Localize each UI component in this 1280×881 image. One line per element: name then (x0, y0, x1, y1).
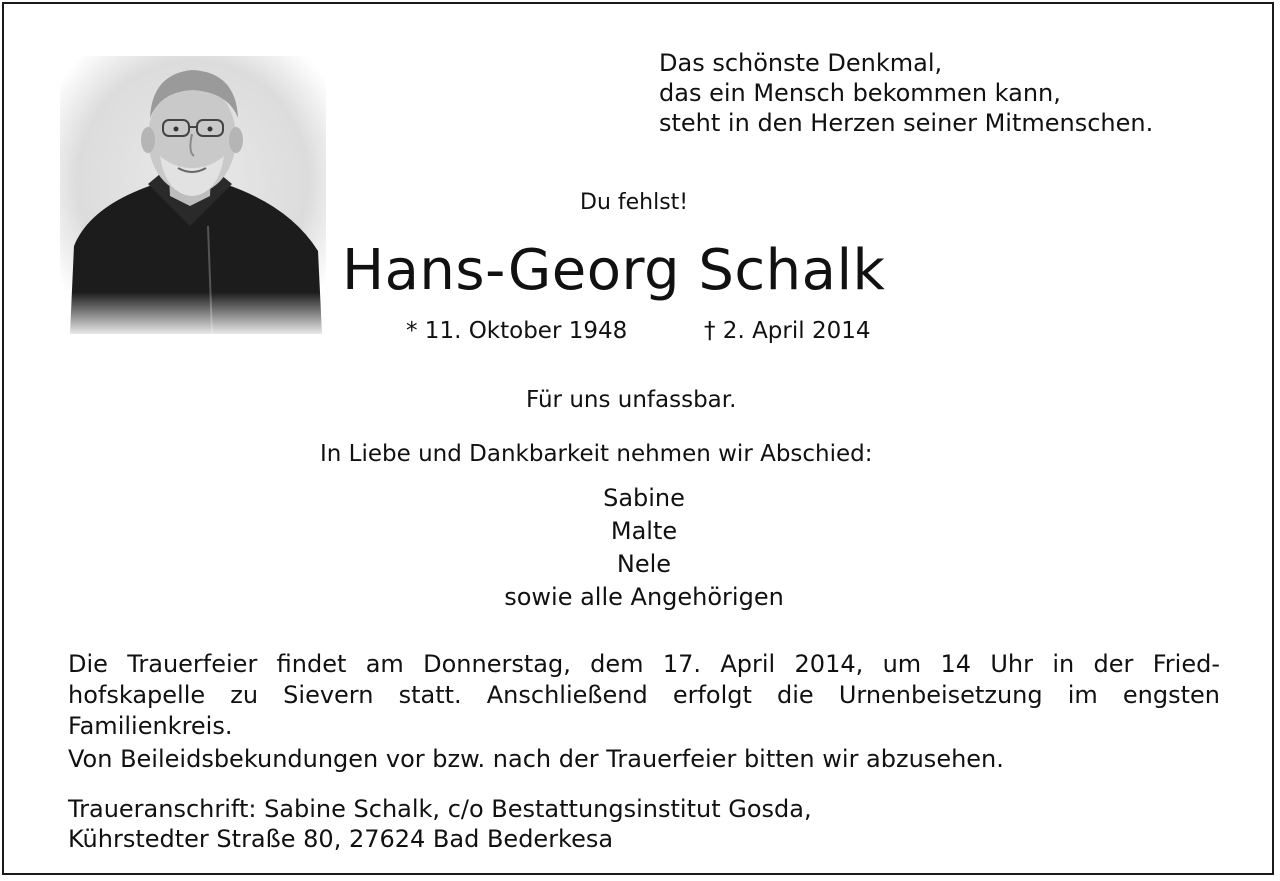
obituary-notice (2, 2, 1274, 875)
deceased-name: Hans-Georg Schalk (342, 238, 886, 303)
mourner-name: sowie alle Angehörigen (504, 583, 784, 611)
birth-date: * 11. Oktober 1948 (406, 318, 628, 344)
quote-line: das ein Mensch bekommen kann, (659, 79, 1061, 107)
death-date: † 2. April 2014 (704, 318, 871, 344)
ceremony-line: hofskapelle zu Sievern statt. Anschließend erfolgt die Urnenbeisetzung im engsten (68, 681, 1220, 709)
condolence-note: Von Beileidsbekundungen vor bzw. nach der Trauerfeier bitten wir abzusehen. (68, 745, 1004, 773)
address-line: Traueranschrift: Sabine Schalk, c/o Bestattungsinstitut Gosda, (68, 795, 812, 823)
portrait-photo (60, 56, 326, 334)
address-line: Kührstedter Straße 80, 27624 Bad Bederkesa (68, 825, 614, 853)
ceremony-line: Familienkreis. (68, 712, 233, 740)
unfassbar-text: Für uns unfassbar. (526, 387, 737, 413)
quote-line: steht in den Herzen seiner Mitmenschen. (659, 109, 1154, 137)
memorial-quote (659, 48, 1219, 138)
mourner-name: Nele (616, 550, 672, 578)
ceremony-paragraph (68, 649, 1220, 742)
quote-line: Das schönste Denkmal, (659, 49, 943, 77)
mourners-list (444, 482, 844, 614)
ceremony-line: Die Trauerfeier findet am Donnerstag, dem 17. April 2014, um 14 Uhr in der Fried- (68, 650, 1220, 678)
mourner-name: Malte (610, 517, 678, 545)
mourner-name: Sabine (603, 484, 685, 512)
mourning-address (68, 794, 812, 854)
missing-text: Du fehlst! (580, 190, 689, 215)
farewell-text: In Liebe und Dankbarkeit nehmen wir Abschied: (320, 441, 873, 467)
